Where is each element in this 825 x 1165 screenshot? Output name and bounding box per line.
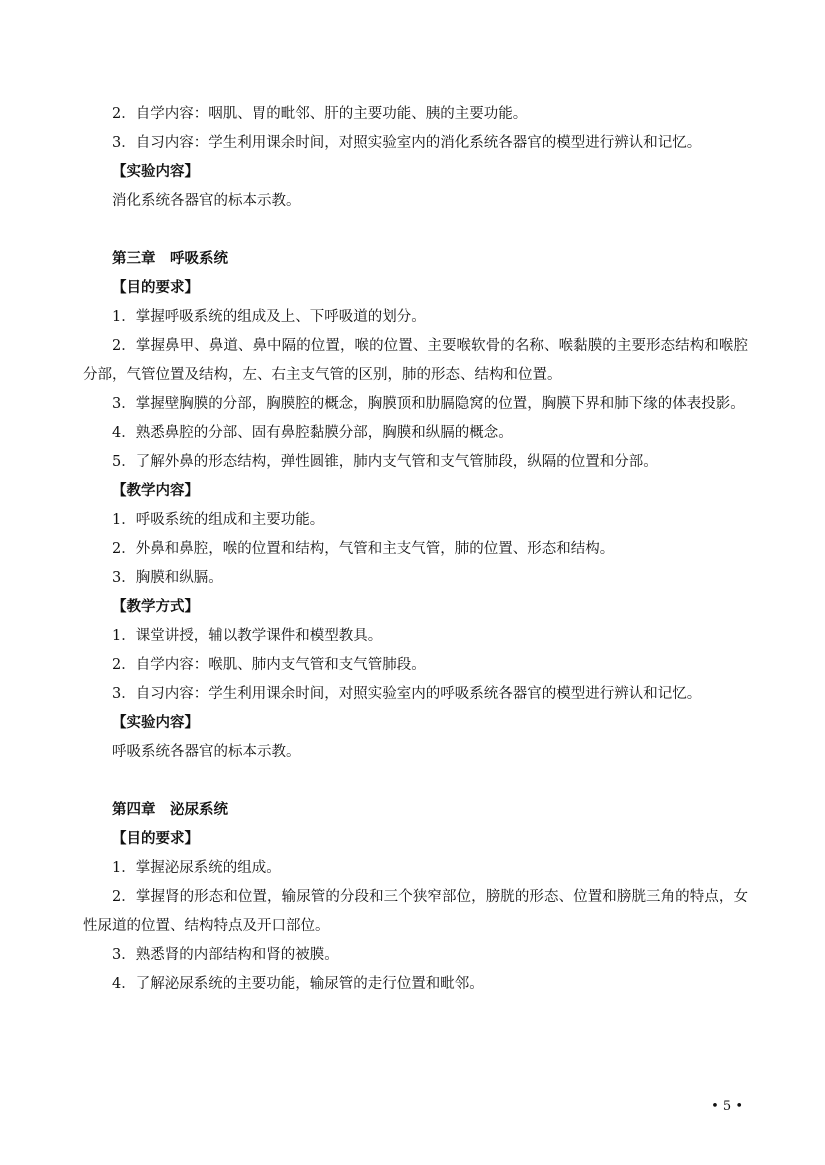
chapter-title: 第三章 呼吸系统 [112, 251, 228, 267]
chapter-title: 第四章 泌尿系统 [112, 802, 228, 818]
list-item: 1．呼吸系统的组成和主要功能。 [112, 512, 325, 528]
list-item: 4．熟悉鼻腔的分部、固有鼻腔黏膜分部，胸膜和纵膈的概念。 [112, 425, 513, 441]
list-item: 2．外鼻和鼻腔，喉的位置和结构，气管和主支气管，肺的位置、形态和结构。 [112, 541, 615, 557]
list-item: 2．掌握肾的形态和位置，输尿管的分段和三个狭窄部位，膀胱的形态、位置和膀胱三角的特点，女性尿道的位置、结构特点及开口部位。 [83, 889, 748, 934]
list-item: 3．胸膜和纵膈。 [112, 570, 223, 586]
paragraph: 3．自习内容：学生利用课余时间，对照实验室内的消化系统各器官的模型进行辨认和记忆。 [112, 135, 702, 151]
list-item: 2．自学内容：喉肌、肺内支气管和支气管肺段。 [112, 657, 426, 673]
list-item: 4．了解泌尿系统的主要功能，输尿管的走行位置和毗邻。 [112, 976, 484, 992]
list-item: 1．掌握呼吸系统的组成及上、下呼吸道的划分。 [112, 309, 426, 325]
list-item: 2．掌握鼻甲、鼻道、鼻中隔的位置，喉的位置、主要喉软骨的名称、喉黏膜的主要形态结构和喉腔分部，气管位置及结构，左、右主支气管的区别，肺的形态、结构和位置。 [83, 338, 748, 383]
list-item: 1．掌握泌尿系统的组成。 [112, 860, 281, 876]
section-heading-goals: 【目的要求】 [112, 280, 199, 296]
section-heading-goals: 【目的要求】 [112, 831, 199, 847]
section-heading-lab: 【实验内容】 [112, 164, 199, 180]
paragraph: 消化系统各器官的标本示教。 [112, 193, 301, 209]
section-heading-lab: 【实验内容】 [112, 715, 199, 731]
list-item: 5．了解外鼻的形态结构，弹性圆锥，肺内支气管和支气管肺段，纵隔的位置和分部。 [112, 454, 658, 470]
list-item: 3．熟悉肾的内部结构和肾的被膜。 [112, 947, 339, 963]
section-heading-method: 【教学方式】 [112, 599, 199, 615]
paragraph: 2．自学内容：咽肌、胃的毗邻、肝的主要功能、胰的主要功能。 [112, 106, 528, 122]
page-number: • 5 • [711, 1099, 743, 1114]
section-heading-teaching: 【教学内容】 [112, 483, 199, 499]
paragraph: 呼吸系统各器官的标本示教。 [112, 744, 301, 760]
list-item: 1．课堂讲授，辅以教学课件和模型教具。 [112, 628, 383, 644]
page-content [83, 100, 748, 999]
list-item: 3．自习内容：学生利用课余时间，对照实验室内的呼吸系统各器官的模型进行辨认和记忆。 [112, 686, 702, 702]
list-item: 3．掌握壁胸膜的分部，胸膜腔的概念，胸膜顶和肋膈隐窝的位置，胸膜下界和肺下缘的体表投影。 [112, 396, 745, 412]
